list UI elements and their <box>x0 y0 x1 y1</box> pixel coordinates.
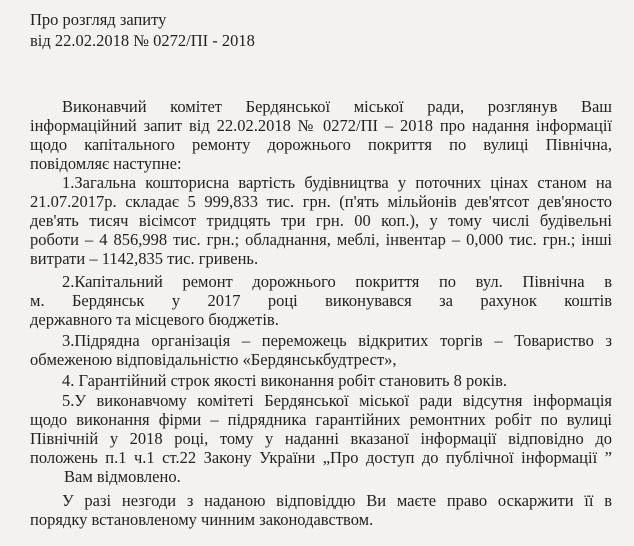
body-line: інформаційний запит від 22.02.2018 № 0272/ПІ – 2018 про надання інформації <box>30 116 612 135</box>
body-line: положень п.1 ч.1 ст.22 Закону України „Про доступ до публічної інформації ” <box>30 448 612 467</box>
body-line: 3.Підрядна організація – переможець відкритих торгів – Товариство з <box>62 331 612 350</box>
body-line: державного та місцевого бюджетів. <box>30 310 279 329</box>
body-line: щодо виконання фірми – підрядника гарантійних ремонтних робіт по вулиці <box>30 410 612 429</box>
body-line: 2.Капітальний ремонт дорожнього покриття по вул. Північна в <box>62 272 612 291</box>
body-line: 4. Гарантійний строк якості виконання робіт становить 8 років. <box>62 371 508 390</box>
body-line: У разі незгоди з наданою відповіддю Ви маєте право оскаржити її в <box>62 491 612 510</box>
body-line: 5.У виконавчому комітеті Бердянської міської ради відсутня інформація <box>62 391 612 410</box>
reference-line-1: Про розгляд запиту <box>30 10 167 29</box>
body-line: повідомляє наступне: <box>30 154 182 173</box>
body-line: Виконавчий комітет Бердянської міської ради, розглянув Ваш <box>62 97 612 116</box>
reference-line-2: від 22.02.2018 № 0272/ПІ - 2018 <box>30 31 255 50</box>
body-line: щодо капітального ремонту дорожнього покриття по вулиці Північна, <box>30 135 612 154</box>
body-line: порядку встановленому чинним законодавством. <box>30 510 374 529</box>
body-line: роботи – 4 856,998 тис. грн.; обладнання, меблі, інвентар – 0,000 тис. грн.; інші <box>30 230 612 249</box>
body-line: витрати – 1142,835 тис. гривень. <box>30 249 259 268</box>
body-line: 1.Загальна кошторисна вартість будівництва у поточних цінах станом на <box>62 173 612 192</box>
body-line: Вам відмовлено. <box>64 467 181 486</box>
body-line: Північній у 2018 році, тому у наданні вказаної інформації відповідно до <box>30 429 612 448</box>
body-line: м. Бердянськ у 2017 році виконувався за рахунок коштів <box>30 291 612 310</box>
body-line: обмеженою відповідальністю «Бердянськбудтрест», <box>30 350 397 369</box>
body-line: 21.07.2017р. складає 5 999,833 тис. грн. (п'ять мільйонів дев'ятсот дев'яносто <box>30 192 612 211</box>
body-line: дев'ять тисяч вісімсот тридцять три грн. 00 коп.), у тому числі будівельні <box>30 211 612 230</box>
